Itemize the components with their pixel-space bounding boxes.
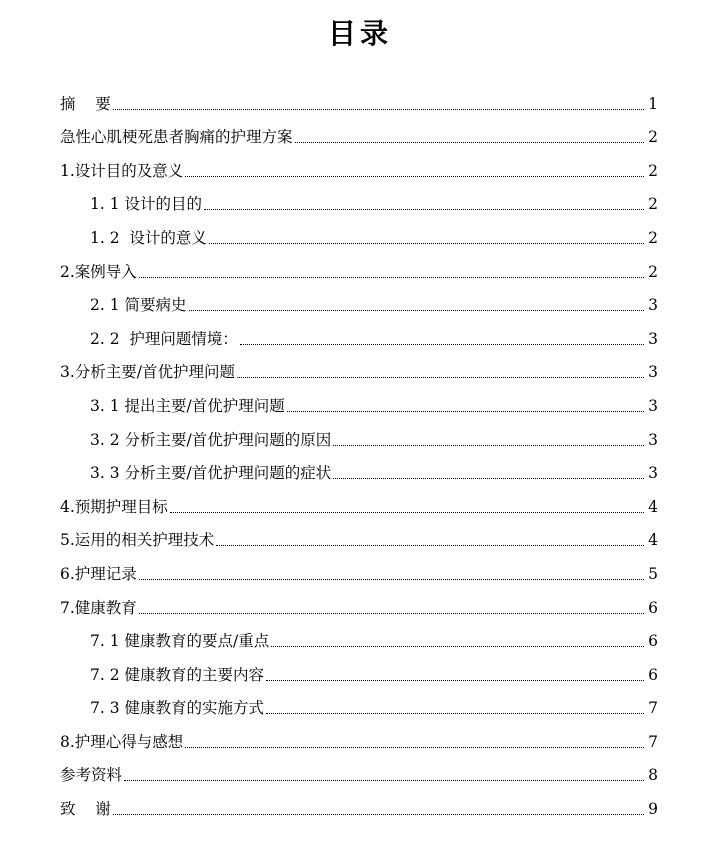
toc-entry[interactable]: [0, 214, 720, 248]
toc-entry-page: 6: [648, 665, 658, 684]
dot-leader: [266, 679, 644, 681]
toc-entry-label: 急性心肌梗死患者胸痛的护理方案: [60, 128, 293, 147]
toc-entry-label: 4.预期护理目标: [60, 497, 168, 516]
dot-leader: [333, 444, 644, 446]
toc-entry-page: 3: [648, 296, 658, 315]
toc-entry-label: 2. 1 简要病史: [90, 296, 187, 315]
dot-leader: [139, 276, 644, 278]
toc-entry-label: 参考资料: [60, 766, 123, 785]
dot-leader: [124, 779, 644, 781]
toc-entry-label: 3. 1 提出主要/首优护理问题: [90, 396, 285, 415]
toc-entry-page: 4: [648, 531, 658, 550]
dot-leader: [170, 511, 644, 513]
toc-entry[interactable]: [0, 181, 720, 215]
toc-entry-page: 6: [648, 598, 658, 617]
toc-entry-label: 8.护理心得与感想: [60, 732, 184, 751]
toc-entry-page: 9: [648, 800, 658, 819]
dot-leader: [209, 242, 644, 244]
toc-entry[interactable]: [0, 718, 720, 752]
toc-entry[interactable]: [0, 685, 720, 719]
dot-leader: [216, 544, 644, 546]
toc-entry[interactable]: [0, 416, 720, 450]
dot-leader: [189, 309, 644, 311]
toc-entry[interactable]: [0, 349, 720, 383]
toc-entry-label: 6.护理记录: [60, 564, 137, 583]
toc-entry-label: 7. 2 健康教育的主要内容: [90, 665, 265, 684]
toc-entry-page: 2: [648, 228, 658, 247]
toc-entry-label: 1. 1 设计的目的: [90, 195, 203, 214]
toc-entry[interactable]: [0, 584, 720, 618]
toc-entry[interactable]: [0, 618, 720, 652]
toc-entry-page: 1: [648, 94, 658, 113]
dot-leader: [287, 410, 644, 412]
toc-entry[interactable]: [0, 517, 720, 551]
toc-entry[interactable]: [0, 147, 720, 181]
toc-entry[interactable]: [0, 450, 720, 484]
toc-entry-label: 7. 3 健康教育的实施方式: [90, 699, 265, 718]
dot-leader: [333, 477, 644, 479]
toc-entry[interactable]: [0, 315, 720, 349]
toc-entry[interactable]: [0, 752, 720, 786]
dot-leader: [113, 108, 644, 110]
dot-leader: [139, 612, 644, 614]
toc-entry-label: 2. 2 护理问题情境：: [90, 329, 238, 348]
toc-entry-page: 5: [648, 564, 658, 583]
toc-entry[interactable]: [0, 382, 720, 416]
toc-entry-page: 2: [648, 128, 658, 147]
toc-entry-label: 7. 1 健康教育的要点/重点: [90, 632, 270, 651]
dot-leader: [240, 343, 644, 345]
toc-entry-page: 3: [648, 464, 658, 483]
dot-leader: [185, 746, 644, 748]
toc-entry-label: 3. 3 分析主要/首优护理问题的症状: [90, 464, 332, 483]
toc-entry-page: 2: [648, 161, 658, 180]
toc-entry[interactable]: [0, 114, 720, 148]
toc-entry-label: 1. 2 设计的意义: [90, 228, 207, 247]
toc-entry-page: 3: [648, 329, 658, 348]
table-of-contents: [0, 80, 720, 819]
dot-leader: [204, 208, 644, 210]
dot-leader: [295, 141, 644, 143]
toc-entry-page: 7: [648, 732, 658, 751]
toc-entry-page: 4: [648, 497, 658, 516]
toc-entry-label: 3.分析主要/首优护理问题: [60, 363, 236, 382]
toc-entry[interactable]: [0, 282, 720, 316]
toc-entry[interactable]: [0, 651, 720, 685]
dot-leader: [139, 578, 644, 580]
toc-entry-page: 2: [648, 195, 658, 214]
dot-leader: [266, 712, 644, 714]
toc-entry-label: 致 谢: [60, 800, 111, 819]
toc-entry-label: 摘 要: [60, 94, 111, 113]
dot-leader: [185, 175, 644, 177]
toc-entry-page: 8: [648, 766, 658, 785]
toc-entry-label: 7.健康教育: [60, 598, 137, 617]
toc-entry[interactable]: [0, 785, 720, 819]
page-title: 目录: [327, 17, 392, 50]
dot-leader: [271, 645, 644, 647]
toc-entry-page: 3: [648, 430, 658, 449]
toc-entry[interactable]: [0, 483, 720, 517]
toc-entry-page: 7: [648, 699, 658, 718]
toc-entry-page: 2: [648, 262, 658, 281]
toc-entry[interactable]: [0, 248, 720, 282]
toc-entry[interactable]: [0, 550, 720, 584]
dot-leader: [113, 813, 644, 815]
toc-entry-label: 1.设计目的及意义: [60, 161, 184, 180]
toc-entry-page: 3: [648, 363, 658, 382]
toc-entry-label: 5.运用的相关护理技术: [60, 531, 215, 550]
toc-entry[interactable]: [0, 80, 720, 114]
toc-entry-page: 3: [648, 396, 658, 415]
toc-entry-label: 2.案例导入: [60, 262, 137, 281]
toc-entry-page: 6: [648, 632, 658, 651]
dot-leader: [237, 376, 644, 378]
toc-entry-label: 3. 2 分析主要/首优护理问题的原因: [90, 430, 332, 449]
